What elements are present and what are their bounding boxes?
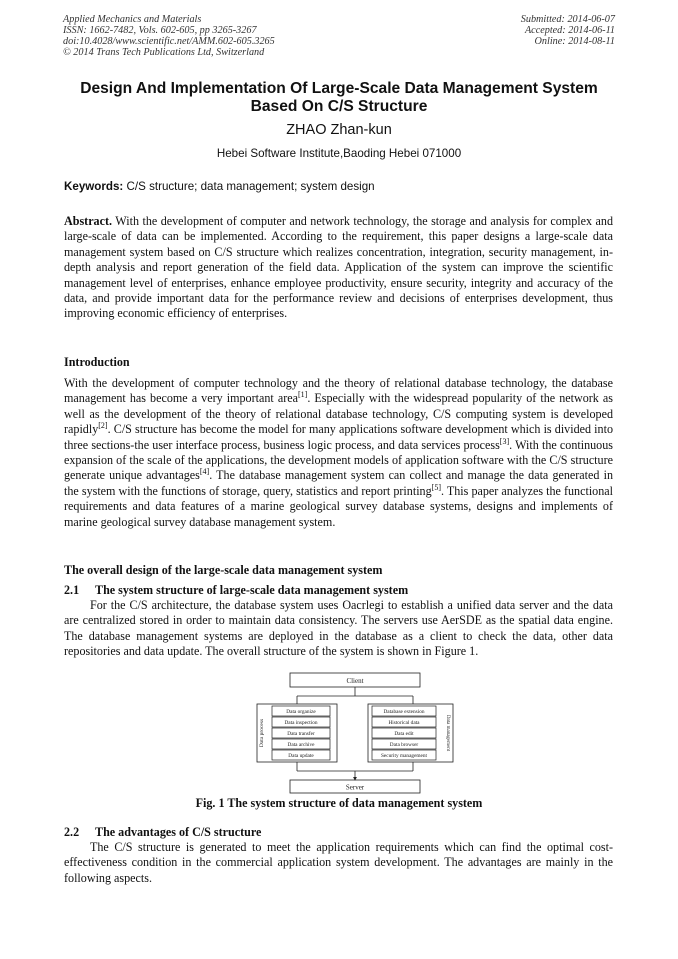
section-title: The system structure of large-scale data management system xyxy=(95,583,409,597)
data-process-label: Data process xyxy=(259,718,265,748)
process-item-label: Data archive xyxy=(287,742,315,749)
intro-text: . The database management system can collect and manage the data generated in the system with the functions of storage, query, statistics and report printing xyxy=(64,468,613,498)
abstract xyxy=(64,214,613,322)
intro-text: With the development of computer technology and the theory of relational database technology, the database management has become a very important area xyxy=(64,376,613,406)
citation: [4] xyxy=(199,467,210,477)
journal-doi: doi:10.4028/www.scientific.net/AMM.602-605.3265 xyxy=(63,36,275,47)
keywords-text: C/S structure; data management; system design xyxy=(126,180,375,193)
journal-name: Applied Mechanics and Materials xyxy=(63,14,202,25)
figure-caption: Fig. 1 The system structure of data management system xyxy=(195,796,483,810)
management-item-label: Data edit xyxy=(394,731,414,738)
journal-info xyxy=(63,14,275,58)
affiliation: Hebei Software Institute,Baoding Hebei 071000 xyxy=(216,147,462,160)
online-date: Online: 2014-08-11 xyxy=(534,36,615,47)
abstract-text: With the development of computer and network technology, the storage and analysis for complex and large-scale of data can be implemented. According to the requirement, this paper designs a large-scale data management system based on C/S structure which realizes concentration, integration, security management, in-depth analysis and report generation of the field data. Application of the system can improve the scientific management level of enterprises, enhance employee productivity, ensure security, integrity and accuracy of the data, and provide important data for the performance review and decisions of enterprises development, thus improving economic efficiency of enterprises. xyxy=(64,214,613,321)
citation: [2] xyxy=(98,421,108,431)
intro-heading: Introduction xyxy=(64,355,130,369)
section-number: 2.2 xyxy=(64,825,80,839)
server-label: Server xyxy=(345,783,365,792)
keywords-label: Keywords: xyxy=(64,180,124,193)
client-label: Client xyxy=(346,677,364,685)
section-number: 2.1 xyxy=(64,583,80,597)
keywords xyxy=(64,180,624,193)
intro-text: . C/S structure has become the model for many applications software development which is divided into three sections-the user interface process, business logic process, and data services process xyxy=(64,422,613,452)
section-title: The advantages of C/S structure xyxy=(95,825,262,839)
process-item-label: Data inspection xyxy=(284,720,318,727)
process-item-label: Data transfer xyxy=(287,731,315,738)
publication-dates xyxy=(521,14,615,47)
management-item-label: Data browser xyxy=(389,742,419,749)
section-2-1-text: For the C/S architecture, the database system uses Oacrlegi to establish a unified data server and the data are centralized stored in order to maintain data consistency. The servers use AerSDE as the spatial data engine. The database management systems are deployed in the database as a client to check the data, other data repositories and data update. The overall structure of the system is shown in Figure 1. xyxy=(64,598,613,659)
journal-copyright: © 2014 Trans Tech Publications Ltd, Switzerland xyxy=(63,47,265,58)
submitted-date: Submitted: 2014-06-07 xyxy=(520,14,615,25)
intro-text: . This paper analyzes the functional requirements and data features of a marine geological survey database systems, designs and implements of marine geological survey database management system. xyxy=(64,483,613,529)
journal-issn: ISSN: 1662-7482, Vols. 602-605, pp 3265-3267 xyxy=(63,25,257,36)
citation: [5] xyxy=(431,482,441,492)
process-item-label: Data update xyxy=(288,753,314,760)
data-management-label: Data management xyxy=(445,714,450,752)
section-2-2-text: The C/S structure is generated to meet the application requirements which can find the optimal cost-effectiveness condition in the commercial application system development. The advantages are mainly in the following aspects. xyxy=(64,840,613,885)
abstract-label: Abstract. xyxy=(64,214,113,228)
citation: [3] xyxy=(499,436,510,446)
section-2-1-heading xyxy=(64,583,408,598)
process-item-label: Data organize xyxy=(286,709,316,716)
section-2-2-heading xyxy=(64,825,261,840)
paper-title: Design And Implementation Of Large-Scale Data Management System Based On C/S Structure xyxy=(80,80,598,115)
management-item-label: Database extension xyxy=(383,709,425,716)
intro-text: . With the continuous expansion of the scale of the applications, the development models of application software with the C/S structure generate unique advantages xyxy=(64,437,613,483)
management-item-label: Historical data xyxy=(388,720,420,727)
intro-text: . Especially with the widespread popularity of the network as well as the development of the theory of relational database technology, C/S computing system is developed rapidly xyxy=(64,391,613,437)
author: ZHAO Zhan-kun xyxy=(286,122,392,138)
accepted-date: Accepted: 2014-06-11 xyxy=(524,25,615,36)
section-2-heading: The overall design of the large-scale data management system xyxy=(64,563,383,577)
management-item-label: Security management xyxy=(380,753,428,760)
figure-1 xyxy=(255,671,455,796)
citation: [1] xyxy=(297,390,308,400)
intro-paragraph xyxy=(64,376,613,530)
